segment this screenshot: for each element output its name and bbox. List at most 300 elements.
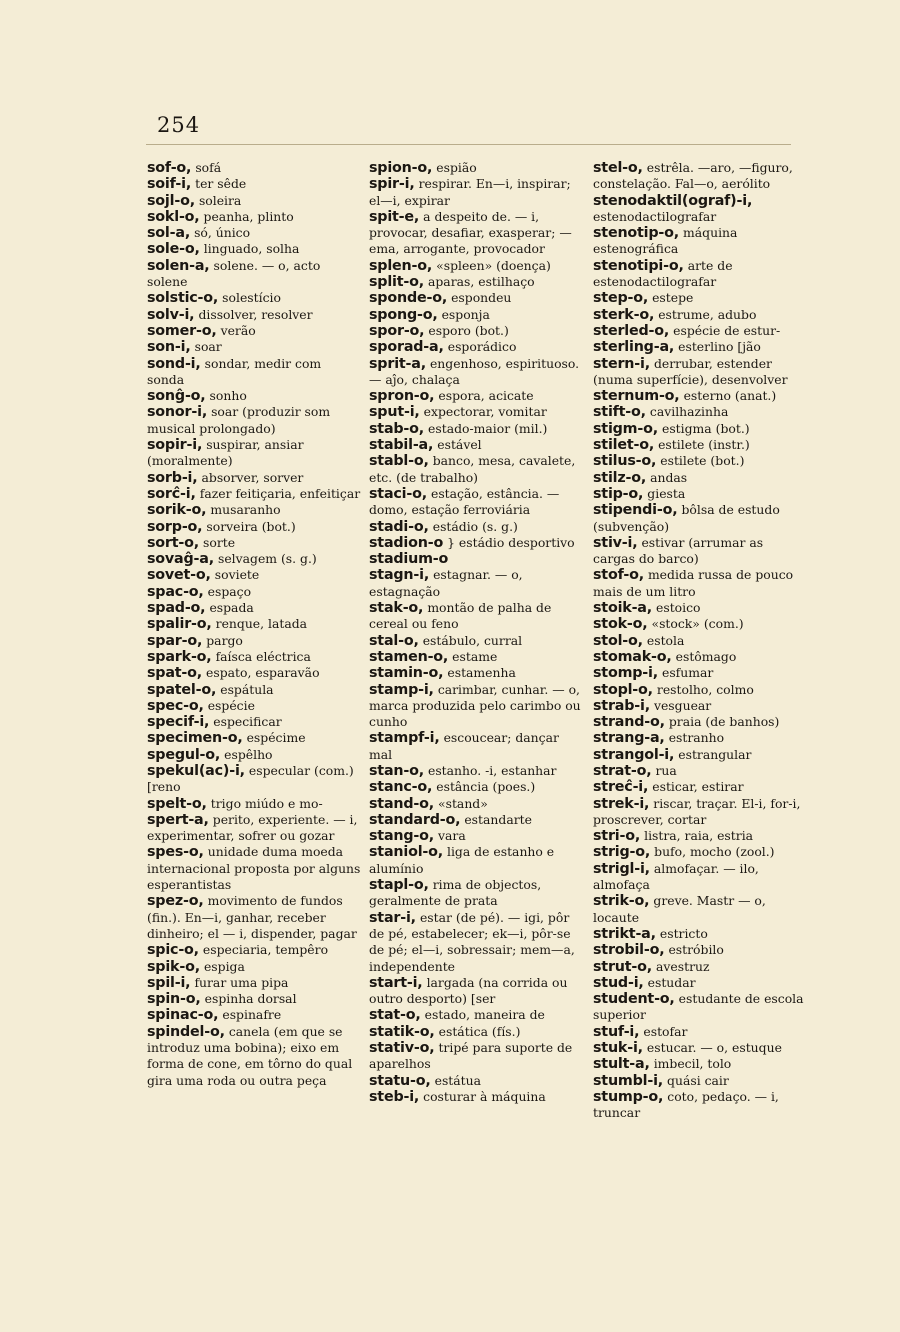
entry-definition: soleira <box>198 192 242 208</box>
entry-definition: linguado, solha <box>203 241 300 257</box>
entry-definition: coto, pedaço. — i, truncar <box>593 1088 779 1121</box>
dictionary-entry <box>369 486 584 519</box>
entry-definition: estivar (arrumar as cargas do barco) <box>593 534 764 567</box>
dictionary-entry <box>369 649 584 665</box>
dictionary-entry <box>147 665 362 681</box>
entry-definition: riscar, traçar. El-i, for-i, proscrever, cortar <box>593 795 801 827</box>
dictionary-entry <box>147 975 362 991</box>
dictionary-entry <box>147 1007 362 1023</box>
entry-headword: spec-o, <box>147 697 204 714</box>
entry-headword: stigm-o, <box>593 420 658 437</box>
entry-headword: stampf-i, <box>369 730 440 747</box>
dictionary-entry <box>369 176 584 209</box>
entry-headword: sponde-o, <box>369 290 448 307</box>
entry-headword: stult-a, <box>593 1056 650 1073</box>
entry-definition: solene. — o, acto solene <box>147 257 321 290</box>
entry-headword: strigl-i, <box>593 860 650 877</box>
entry-definition: absorver, sorver <box>201 469 304 485</box>
entry-headword: solv-i, <box>147 306 195 323</box>
entry-definition: vara <box>438 828 466 844</box>
dictionary-entry <box>593 307 808 323</box>
entry-headword: stal-o, <box>369 632 419 649</box>
entry-definition: espora, acicate <box>438 388 534 404</box>
entry-definition: dissolver, resolver <box>198 306 313 322</box>
dictionary-entry <box>369 519 584 535</box>
entry-headword: somer-o, <box>147 322 217 339</box>
entry-definition: perito, experiente. — i, experimentar, sofrer ou gozar <box>147 811 358 844</box>
entry-definition: a despeito de. — i, provocar, desafiar, exasperar; — ema, arrogante, provocador <box>369 208 572 257</box>
entry-headword: sterk-o, <box>593 306 655 323</box>
entry-headword: stomp-i, <box>593 665 658 682</box>
entry-headword: spong-o, <box>369 306 438 323</box>
dictionary-entry <box>369 665 584 681</box>
dictionary-entry <box>369 404 584 420</box>
entry-headword: strik-o, <box>593 893 650 910</box>
entry-definition: furar uma pipa <box>194 974 289 990</box>
entry-definition: aparas, estilhaço <box>427 274 535 290</box>
dictionary-entry <box>593 714 808 730</box>
dictionary-entry <box>147 258 362 291</box>
entry-definition: espaço <box>207 583 252 599</box>
dictionary-entry <box>369 682 584 731</box>
entry-definition: quási cair <box>667 1072 729 1088</box>
dictionary-entry <box>593 779 808 795</box>
dictionary-entry <box>593 600 808 616</box>
dictionary-entry <box>369 290 584 306</box>
dictionary-entry <box>369 633 584 649</box>
dictionary-entry <box>369 567 584 600</box>
column-2 <box>369 160 584 1105</box>
entry-headword: statik-o, <box>369 1023 435 1040</box>
entry-definition: esterno (anat.) <box>683 388 777 404</box>
entry-headword: specif-i, <box>147 714 210 731</box>
entry-headword: sol-a, <box>147 225 191 242</box>
entry-definition: bôlsa de estudo (subvenção) <box>593 502 780 534</box>
entry-definition: estrêla. —aro, —figuro, constelação. Fal—o, aerólito <box>593 160 793 192</box>
entry-definition: estátua <box>434 1072 482 1088</box>
dictionary-entry <box>369 1073 584 1089</box>
entry-headword: strut-o, <box>593 958 652 975</box>
entry-definition: carimbar, cunhar. — o, marca produzida pelo carimbo ou cunho <box>369 681 581 730</box>
entry-definition: montão de palha de cereal ou feno <box>369 600 552 632</box>
dictionary-entry <box>593 356 808 389</box>
entry-definition: renque, latada <box>215 616 308 632</box>
entry-definition: rima de objectos, geralmente de prata <box>369 877 542 909</box>
dictionary-entry <box>593 502 808 535</box>
entry-definition: medida russa de pouco mais de um litro <box>593 567 794 599</box>
dictionary-entry <box>369 730 584 763</box>
dictionary-entry <box>593 470 808 486</box>
entry-headword: spil-i, <box>147 974 191 991</box>
entry-headword: staci-o, <box>369 485 427 502</box>
entry-definition: estagnar. — o, estagnação <box>369 567 523 599</box>
entry-definition: estricto <box>659 925 708 941</box>
entry-definition: «stock» (com.) <box>651 616 744 632</box>
entry-headword: sorb-i, <box>147 469 198 486</box>
entry-definition: andas <box>650 469 688 485</box>
entry-headword: stump-o, <box>593 1088 664 1105</box>
dictionary-entry <box>369 323 584 339</box>
dictionary-entry <box>593 290 808 306</box>
entry-headword: spion-o, <box>369 160 433 176</box>
entry-definition: movimento de fundos (fin.). En—i, ganhar, receber dinheiro; el — i, dispender, pagar <box>147 893 357 941</box>
entry-definition: estucar. — o, estuque <box>646 1040 782 1056</box>
dictionary-entry <box>147 796 362 812</box>
entry-headword: star-i, <box>369 909 416 926</box>
dictionary-entry <box>147 633 362 649</box>
entry-headword: stift-o, <box>593 404 646 421</box>
dictionary-entry <box>593 437 808 453</box>
entry-headword: sprit-a, <box>369 355 426 372</box>
entry-headword: stopl-o, <box>593 681 653 698</box>
entry-headword: stabl-o, <box>369 453 429 470</box>
entry-definition: vesguear <box>653 697 712 713</box>
entry-definition: estado, maneira de <box>424 1007 545 1023</box>
entry-headword: spalir-o, <box>147 616 212 633</box>
entry-definition: verão <box>220 322 256 338</box>
entry-definition: «stand» <box>438 795 488 811</box>
entry-headword: strikt-a, <box>593 925 656 942</box>
entry-definition: bufo, mocho (zool.) <box>654 844 775 860</box>
entry-headword: stamin-o, <box>369 665 444 682</box>
entry-headword: start-i, <box>369 974 423 991</box>
dictionary-entry <box>147 763 362 796</box>
entry-definition: estrume, adubo <box>658 306 757 322</box>
entry-headword: sorp-o, <box>147 518 203 535</box>
dictionary-entry <box>147 339 362 355</box>
entry-definition: greve. Mastr — o, locaute <box>593 893 766 925</box>
entry-definition: listra, raia, estria <box>644 828 754 844</box>
dictionary-entry <box>593 486 808 502</box>
entry-definition: sofá <box>195 160 222 175</box>
dictionary-entry <box>147 747 362 763</box>
entry-definition: expectorar, vomitar <box>423 404 547 420</box>
dictionary-entry <box>593 991 808 1024</box>
entry-headword: son-i, <box>147 339 191 356</box>
dictionary-entry <box>593 942 808 958</box>
entry-definition: estômago <box>675 648 737 664</box>
entry-headword: student-o, <box>593 991 675 1008</box>
dictionary-entry <box>147 567 362 583</box>
entry-headword: sterling-a, <box>593 339 675 356</box>
dictionary-entry <box>147 209 362 225</box>
entry-headword: spindel-o, <box>147 1023 225 1040</box>
entry-definition: especular (com.) [reno <box>147 762 354 795</box>
entry-definition: estranho <box>668 730 725 746</box>
entry-headword: stak-o, <box>369 600 424 617</box>
dictionary-entry <box>593 1024 808 1040</box>
entry-headword: stumbl-i, <box>593 1072 664 1089</box>
entry-definition: sorte <box>203 534 236 550</box>
entry-definition: esponja <box>441 306 490 322</box>
entry-headword: strand-o, <box>593 714 665 731</box>
entry-headword: stab-o, <box>369 420 425 437</box>
entry-headword: split-o, <box>369 274 424 291</box>
entry-headword: sort-o, <box>147 534 200 551</box>
entry-headword: stri-o, <box>593 828 641 845</box>
entry-definition: faísca eléctrica <box>215 648 311 664</box>
entry-definition: especificar <box>213 714 282 730</box>
entry-definition: espécime <box>246 730 306 746</box>
dictionary-entry <box>593 893 808 926</box>
entry-headword: sof-o, <box>147 160 192 176</box>
entry-definition: estância (poes.) <box>436 779 536 795</box>
dictionary-entry <box>369 437 584 453</box>
entry-headword: sonor-i, <box>147 404 208 421</box>
entry-definition: derrubar, estender (numa superfície), desenvolver <box>593 355 788 387</box>
dictionary-entry <box>369 535 584 551</box>
entry-definition: estilete (instr.) <box>658 437 750 453</box>
entry-definition: almofaçar. — ilo, almofaça <box>593 860 759 893</box>
dictionary-entry <box>369 453 584 486</box>
dictionary-entry <box>593 796 808 829</box>
entry-headword: spik-o, <box>147 958 200 975</box>
dictionary-entry <box>593 258 808 291</box>
entry-headword: sput-i, <box>369 404 420 421</box>
entry-definition: estola <box>646 632 685 648</box>
entry-definition: estrangular <box>678 746 752 762</box>
dictionary-entry <box>147 1024 362 1089</box>
entry-headword: spron-o, <box>369 388 435 405</box>
dictionary-entry <box>369 1007 584 1023</box>
entry-headword: stamen-o, <box>369 648 449 665</box>
entry-definition: espécie <box>207 697 255 713</box>
entry-definition: estar (de pé). — igi, pôr de pé, estabelecer; ek—i, pôr-se de pé; el—i, sobressair; mem—a, independente <box>369 909 575 974</box>
dictionary-entry <box>369 356 584 389</box>
entry-headword: stuf-i, <box>593 1023 640 1040</box>
entry-headword: spic-o, <box>147 942 199 959</box>
entry-headword: stok-o, <box>593 616 648 633</box>
entry-definition: estoico <box>656 600 701 616</box>
entry-headword: strangol-i, <box>593 746 675 763</box>
entry-headword: stadion-o <box>369 534 444 551</box>
entry-definition: sorveira (bot.) <box>206 518 296 534</box>
dictionary-entry <box>147 519 362 535</box>
entry-definition: sonho <box>209 388 247 404</box>
dictionary-entry <box>369 828 584 844</box>
entry-headword: stang-o, <box>369 828 434 845</box>
entry-definition: unidade duma moeda internacional proposta por alguns esperantistas <box>147 844 361 893</box>
dictionary-entry <box>369 600 584 633</box>
dictionary-entry <box>369 1024 584 1040</box>
dictionary-entry <box>369 877 584 910</box>
dictionary-entry <box>147 584 362 600</box>
dictionary-entry <box>147 502 362 518</box>
dictionary-entry <box>147 356 362 389</box>
entry-headword: stipendi-o, <box>593 502 678 519</box>
entry-definition: estofar <box>643 1023 688 1039</box>
dictionary-entry <box>593 763 808 779</box>
entry-headword: stand-o, <box>369 795 434 812</box>
entry-headword: sole-o, <box>147 241 200 258</box>
dictionary-entry <box>369 975 584 1008</box>
entry-headword: stilus-o, <box>593 453 657 470</box>
entry-headword: sond-i, <box>147 355 201 372</box>
dictionary-entry <box>147 176 362 192</box>
entry-definition: suspirar, ansiar (moralmente) <box>147 437 304 469</box>
entry-headword: sonĝ-o, <box>147 388 206 405</box>
entry-definition: praia (de banhos) <box>668 714 780 730</box>
entry-definition: solestício <box>222 290 281 306</box>
dictionary-entry <box>147 730 362 746</box>
dictionary-entry <box>593 730 808 746</box>
entry-headword: strek-i, <box>593 795 650 812</box>
entry-headword: stativ-o, <box>369 1040 435 1057</box>
entry-definition: esporádico <box>447 339 517 355</box>
entry-definition: respirar. En—i, inspirar; el—i, expirar <box>369 176 571 208</box>
entry-headword: stagn-i, <box>369 567 430 584</box>
entry-definition: esticar, estirar <box>652 779 744 795</box>
entry-headword: spar-o, <box>147 632 203 649</box>
entry-definition: estado-maior (mil.) <box>428 420 548 436</box>
entry-definition: estádio (s. g.) <box>432 518 518 534</box>
entry-headword: splen-o, <box>369 257 433 274</box>
dictionary-entry <box>369 1089 584 1105</box>
entry-definition: espinafre <box>222 1007 282 1023</box>
entry-headword: stern-i, <box>593 355 650 372</box>
entry-headword: spatel-o, <box>147 681 217 698</box>
dictionary-entry <box>147 812 362 845</box>
entry-definition: estandarte <box>464 811 532 827</box>
entry-definition: soar (produzir som musical prolongado) <box>147 404 331 436</box>
dictionary-entry <box>593 861 808 894</box>
entry-definition: giesta <box>647 485 686 501</box>
entry-definition: máquina estenográfica <box>593 225 738 257</box>
entry-headword: stamp-i, <box>369 681 434 698</box>
entry-headword: stapl-o, <box>369 877 429 894</box>
entry-definition: ter sêde <box>195 176 247 192</box>
dictionary-entry <box>593 160 808 193</box>
dictionary-entry <box>147 323 362 339</box>
entry-definition: espécie de estur- <box>673 322 781 338</box>
entry-headword: spegul-o, <box>147 746 221 763</box>
dictionary-entry <box>147 991 362 1007</box>
entry-definition: tripé para suporte de aparelhos <box>369 1040 573 1072</box>
dictionary-entry <box>593 1073 808 1089</box>
entry-definition: espinha dorsal <box>204 991 297 1007</box>
entry-definition: musaranho <box>210 502 281 518</box>
dictionary-entry <box>369 307 584 323</box>
dictionary-entry <box>147 616 362 632</box>
entry-definition: peanha, plinto <box>203 208 294 224</box>
dictionary-entry <box>593 926 808 942</box>
entry-definition: espato, esparavão <box>206 665 320 681</box>
entry-headword: stanc-o, <box>369 779 433 796</box>
entry-definition: arte de estenodactilografar <box>593 257 733 290</box>
dictionary-entry <box>593 1089 808 1122</box>
dictionary-entry <box>593 225 808 258</box>
entry-headword: strig-o, <box>593 844 651 861</box>
entry-definition: estigma (bot.) <box>661 420 750 436</box>
entry-definition: costurar à máquina <box>423 1088 546 1104</box>
dictionary-entry <box>593 339 808 355</box>
dictionary-entry <box>593 404 808 420</box>
entry-headword: sovet-o, <box>147 567 211 584</box>
dictionary-entry <box>369 812 584 828</box>
entry-definition: estábulo, curral <box>422 632 523 648</box>
entry-definition: especiaria, tempêro <box>202 942 329 958</box>
entry-headword: statu-o, <box>369 1072 431 1089</box>
dictionary-entry <box>147 698 362 714</box>
entry-definition: estróbilo <box>668 942 724 958</box>
entry-headword: strab-i, <box>593 697 650 714</box>
entry-definition: espada <box>209 600 254 616</box>
entry-headword: strang-a, <box>593 730 665 747</box>
entry-definition: espião <box>436 160 477 175</box>
entry-definition: estame <box>452 648 498 664</box>
dictionary-entry <box>369 421 584 437</box>
header-rule <box>146 144 791 145</box>
entry-definition: espondeu <box>451 290 512 306</box>
entry-definition: banco, mesa, cavalete, etc. (de trabalho) <box>369 453 576 485</box>
entry-definition: cavilhazinha <box>649 404 729 420</box>
dictionary-entry <box>593 649 808 665</box>
entry-headword: stat-o, <box>369 1007 421 1024</box>
entry-headword: sojl-o, <box>147 192 195 209</box>
entry-headword: spelt-o, <box>147 795 207 812</box>
entry-definition: } estádio desportivo <box>447 534 575 550</box>
dictionary-entry <box>147 307 362 323</box>
entry-headword: sorĉ-i, <box>147 485 196 502</box>
column-1 <box>147 160 362 1089</box>
dictionary-entry <box>593 828 808 844</box>
entry-headword: spit-e, <box>369 208 420 225</box>
dictionary-entry <box>593 535 808 568</box>
entry-definition: espiga <box>203 958 245 974</box>
entry-definition: sondar, medir com sonda <box>147 355 322 387</box>
entry-definition: liga de estanho e alumínio <box>369 844 555 876</box>
entry-headword: spekul(ac)-i, <box>147 762 245 779</box>
entry-definition: estação, estância. — domo, estação ferroviária <box>369 485 560 518</box>
entry-headword: sterled-o, <box>593 322 670 339</box>
entry-headword: spir-i, <box>369 176 415 193</box>
entry-headword: stadium-o <box>369 551 449 568</box>
entry-definition: trigo miúdo e mo- <box>210 795 323 811</box>
entry-definition: só, único <box>194 225 251 241</box>
entry-headword: stip-o, <box>593 485 644 502</box>
entry-headword: stabil-a, <box>369 437 434 454</box>
dictionary-entry <box>593 567 808 600</box>
entry-headword: spor-o, <box>369 322 425 339</box>
dictionary-entry <box>369 258 584 274</box>
dictionary-entry <box>593 421 808 437</box>
entry-definition: fazer feitiçaria, enfeitiçar <box>199 485 361 501</box>
dictionary-entry <box>147 241 362 257</box>
dictionary-entry <box>147 535 362 551</box>
entry-definition: esfumar <box>661 665 714 681</box>
entry-definition: estanho. -i, estanhar <box>427 762 557 778</box>
dictionary-entry <box>369 551 584 567</box>
dictionary-entry <box>369 274 584 290</box>
entry-definition: estável <box>437 437 482 453</box>
entry-headword: stan-o, <box>369 762 424 779</box>
entry-headword: stilet-o, <box>593 437 655 454</box>
dictionary-entry <box>147 942 362 958</box>
dictionary-entry <box>147 404 362 437</box>
dictionary-entry <box>593 1056 808 1072</box>
entry-definition: estudar <box>647 974 696 990</box>
entry-headword: spin-o, <box>147 991 201 1008</box>
entry-headword: stomak-o, <box>593 648 672 665</box>
entry-headword: staniol-o, <box>369 844 443 861</box>
dictionary-entry <box>147 649 362 665</box>
entry-definition: largada (na corrida ou outro desporto) [ser <box>369 974 568 1007</box>
dictionary-entry <box>147 893 362 942</box>
entry-definition: estamenha <box>447 665 516 681</box>
dictionary-entry <box>369 779 584 795</box>
dictionary-entry <box>369 160 584 176</box>
dictionary-entry <box>147 470 362 486</box>
